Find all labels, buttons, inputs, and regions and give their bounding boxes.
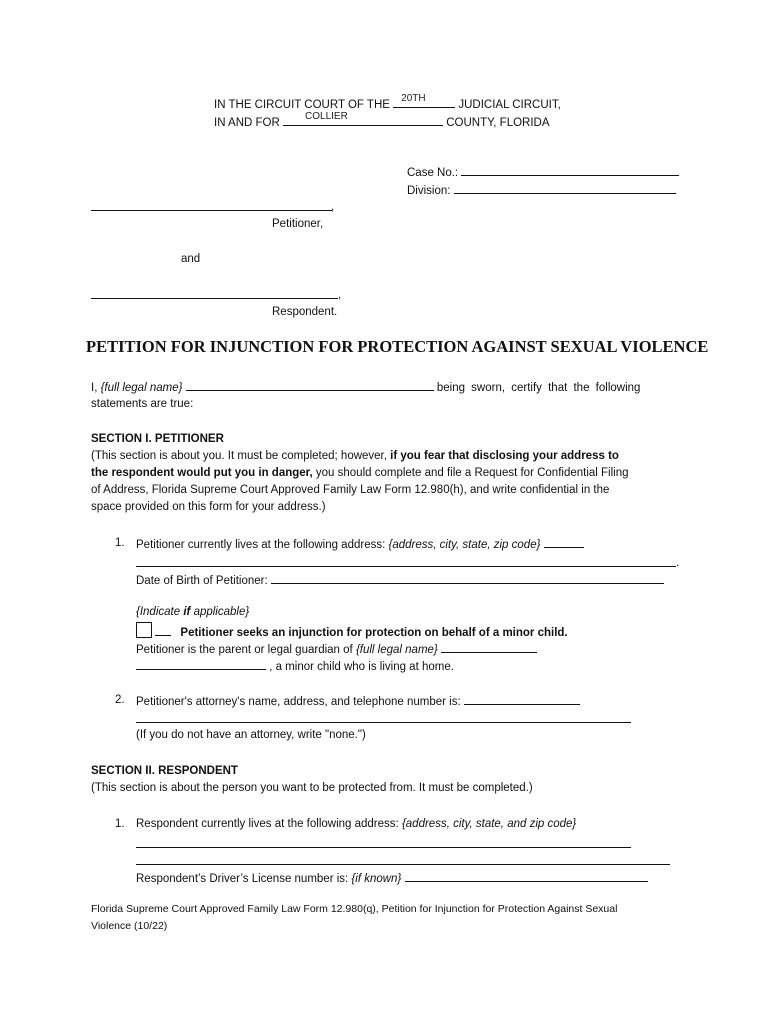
indicate-note	[136, 604, 249, 620]
division-row	[407, 181, 676, 199]
attorney-field-1[interactable]	[464, 692, 580, 705]
address-period: .	[676, 557, 680, 569]
petitioner-address-field-2[interactable]	[136, 566, 676, 567]
respondent-comma: ,	[338, 289, 342, 301]
case-number-field[interactable]	[461, 163, 679, 176]
county-prefix: IN AND FOR	[214, 117, 280, 129]
guardian-row	[136, 640, 537, 658]
license-field[interactable]	[405, 869, 648, 882]
section1-text-cont: you should complete and file a Request for Confidential Filing	[315, 467, 629, 479]
indicate-if: if	[183, 606, 191, 618]
attorney-field-2[interactable]	[136, 722, 631, 723]
section2-heading: SECTION II. RESPONDENT	[91, 765, 238, 777]
court-header-line1	[214, 95, 561, 113]
checkbox-underline	[155, 625, 171, 636]
and-label: and	[181, 253, 201, 265]
dob-row	[136, 571, 664, 589]
section1-para-line3: of Address, Florida Supreme Court Approved Family Law Form 12.980(h), and write confidential in the	[91, 484, 610, 496]
section2-item1-number: 1.	[115, 818, 125, 830]
county-field[interactable]	[283, 113, 443, 126]
respondent-label: Respondent.	[272, 306, 338, 318]
circuit-field[interactable]	[393, 95, 455, 108]
section1-warning: if you fear that disclosing your address to	[390, 450, 619, 462]
petitioner-label: Petitioner,	[272, 218, 324, 230]
minor-name-field-1[interactable]	[441, 640, 537, 653]
item1-hint: {address, city, state, zip code}	[388, 539, 541, 551]
dob-label: Date of Birth of Petitioner:	[136, 575, 268, 587]
court-header-prefix: IN THE CIRCUIT COURT OF THE	[214, 99, 390, 111]
section1-warning-cont: the respondent would put you in danger,	[91, 467, 313, 479]
section1-para-line4: space provided on this form for your address.)	[91, 501, 326, 513]
intro-prefix: I,	[91, 382, 98, 394]
intro-line1	[91, 378, 640, 396]
sworn-name-field[interactable]	[186, 378, 434, 391]
footer-line1: Florida Supreme Court Approved Family Law Form 12.980(q), Petition for Injunction for Protection Against Sexual	[91, 903, 618, 915]
intro-line2: statements are true:	[91, 398, 194, 410]
section1-para-line2	[91, 465, 629, 481]
minor-name-field-2[interactable]	[136, 657, 266, 670]
minor-child-checkbox[interactable]	[136, 622, 152, 638]
respondent-name-field[interactable]	[91, 298, 338, 299]
minor-check-row	[136, 622, 568, 641]
indicate-text: {Indicate	[136, 606, 181, 618]
item1-text: Petitioner currently lives at the following address:	[136, 539, 386, 551]
footer-line2: Violence (10/22)	[91, 920, 168, 932]
case-number-label: Case No.:	[407, 167, 459, 179]
page-title: PETITION FOR INJUNCTION FOR PROTECTION AGAINST SEXUAL VIOLENCE	[86, 337, 709, 356]
license-row	[136, 869, 648, 887]
respondent-address-field-2[interactable]	[136, 864, 670, 865]
license-hint: {if known}	[351, 873, 402, 885]
case-number-row	[407, 163, 679, 181]
respondent-address-text: Respondent currently lives at the following address:	[136, 818, 399, 830]
division-label: Division:	[407, 185, 451, 197]
respondent-address-hint: {address, city, state, and zip code}	[401, 818, 577, 830]
circuit-value: 20TH	[401, 93, 426, 104]
petitioner-name-field[interactable]	[91, 210, 332, 211]
minor-child-option-label: Petitioner seeks an injunction for protection on behalf of a minor child.	[180, 627, 568, 639]
item1-number: 1.	[115, 537, 125, 549]
section2-intro: (This section is about the person you want to be protected from. It must be completed.)	[91, 782, 533, 794]
county-value: COLLIER	[305, 111, 348, 122]
license-label: Respondent’s Driver’s License number is:	[136, 873, 349, 885]
item2-number: 2.	[115, 694, 125, 706]
minor-home-text: , a minor child who is living at home.	[269, 661, 454, 673]
item1-row	[136, 535, 584, 553]
item2-note: (If you do not have an attorney, write "none.")	[136, 729, 366, 741]
court-header-suffix: JUDICIAL CIRCUIT,	[458, 99, 561, 111]
petitioner-comma: ,	[331, 201, 335, 213]
court-header-line2	[214, 113, 550, 131]
guardian-hint: {full legal name}	[355, 644, 438, 656]
county-suffix: COUNTY, FLORIDA	[446, 117, 550, 129]
minor-home-row	[136, 657, 454, 675]
guardian-text: Petitioner is the parent or legal guardian of	[136, 644, 353, 656]
respondent-address-field-1[interactable]	[136, 847, 631, 848]
indicate-applicable: applicable}	[193, 606, 250, 618]
intro-suffix: being sworn, certify that the following	[436, 382, 641, 394]
dob-field[interactable]	[271, 571, 664, 584]
division-field[interactable]	[454, 181, 676, 194]
item2-text: Petitioner's attorney's name, address, and telephone number is:	[136, 696, 461, 708]
item2-row	[136, 692, 580, 710]
section1-text: (This section is about you. It must be completed; however,	[91, 450, 387, 462]
section2-item1-row	[136, 816, 576, 832]
intro-name-hint: {full legal name}	[100, 382, 183, 394]
section1-para-line1	[91, 448, 619, 464]
section1-heading: SECTION I. PETITIONER	[91, 433, 224, 445]
petitioner-address-field-1[interactable]	[544, 535, 584, 548]
